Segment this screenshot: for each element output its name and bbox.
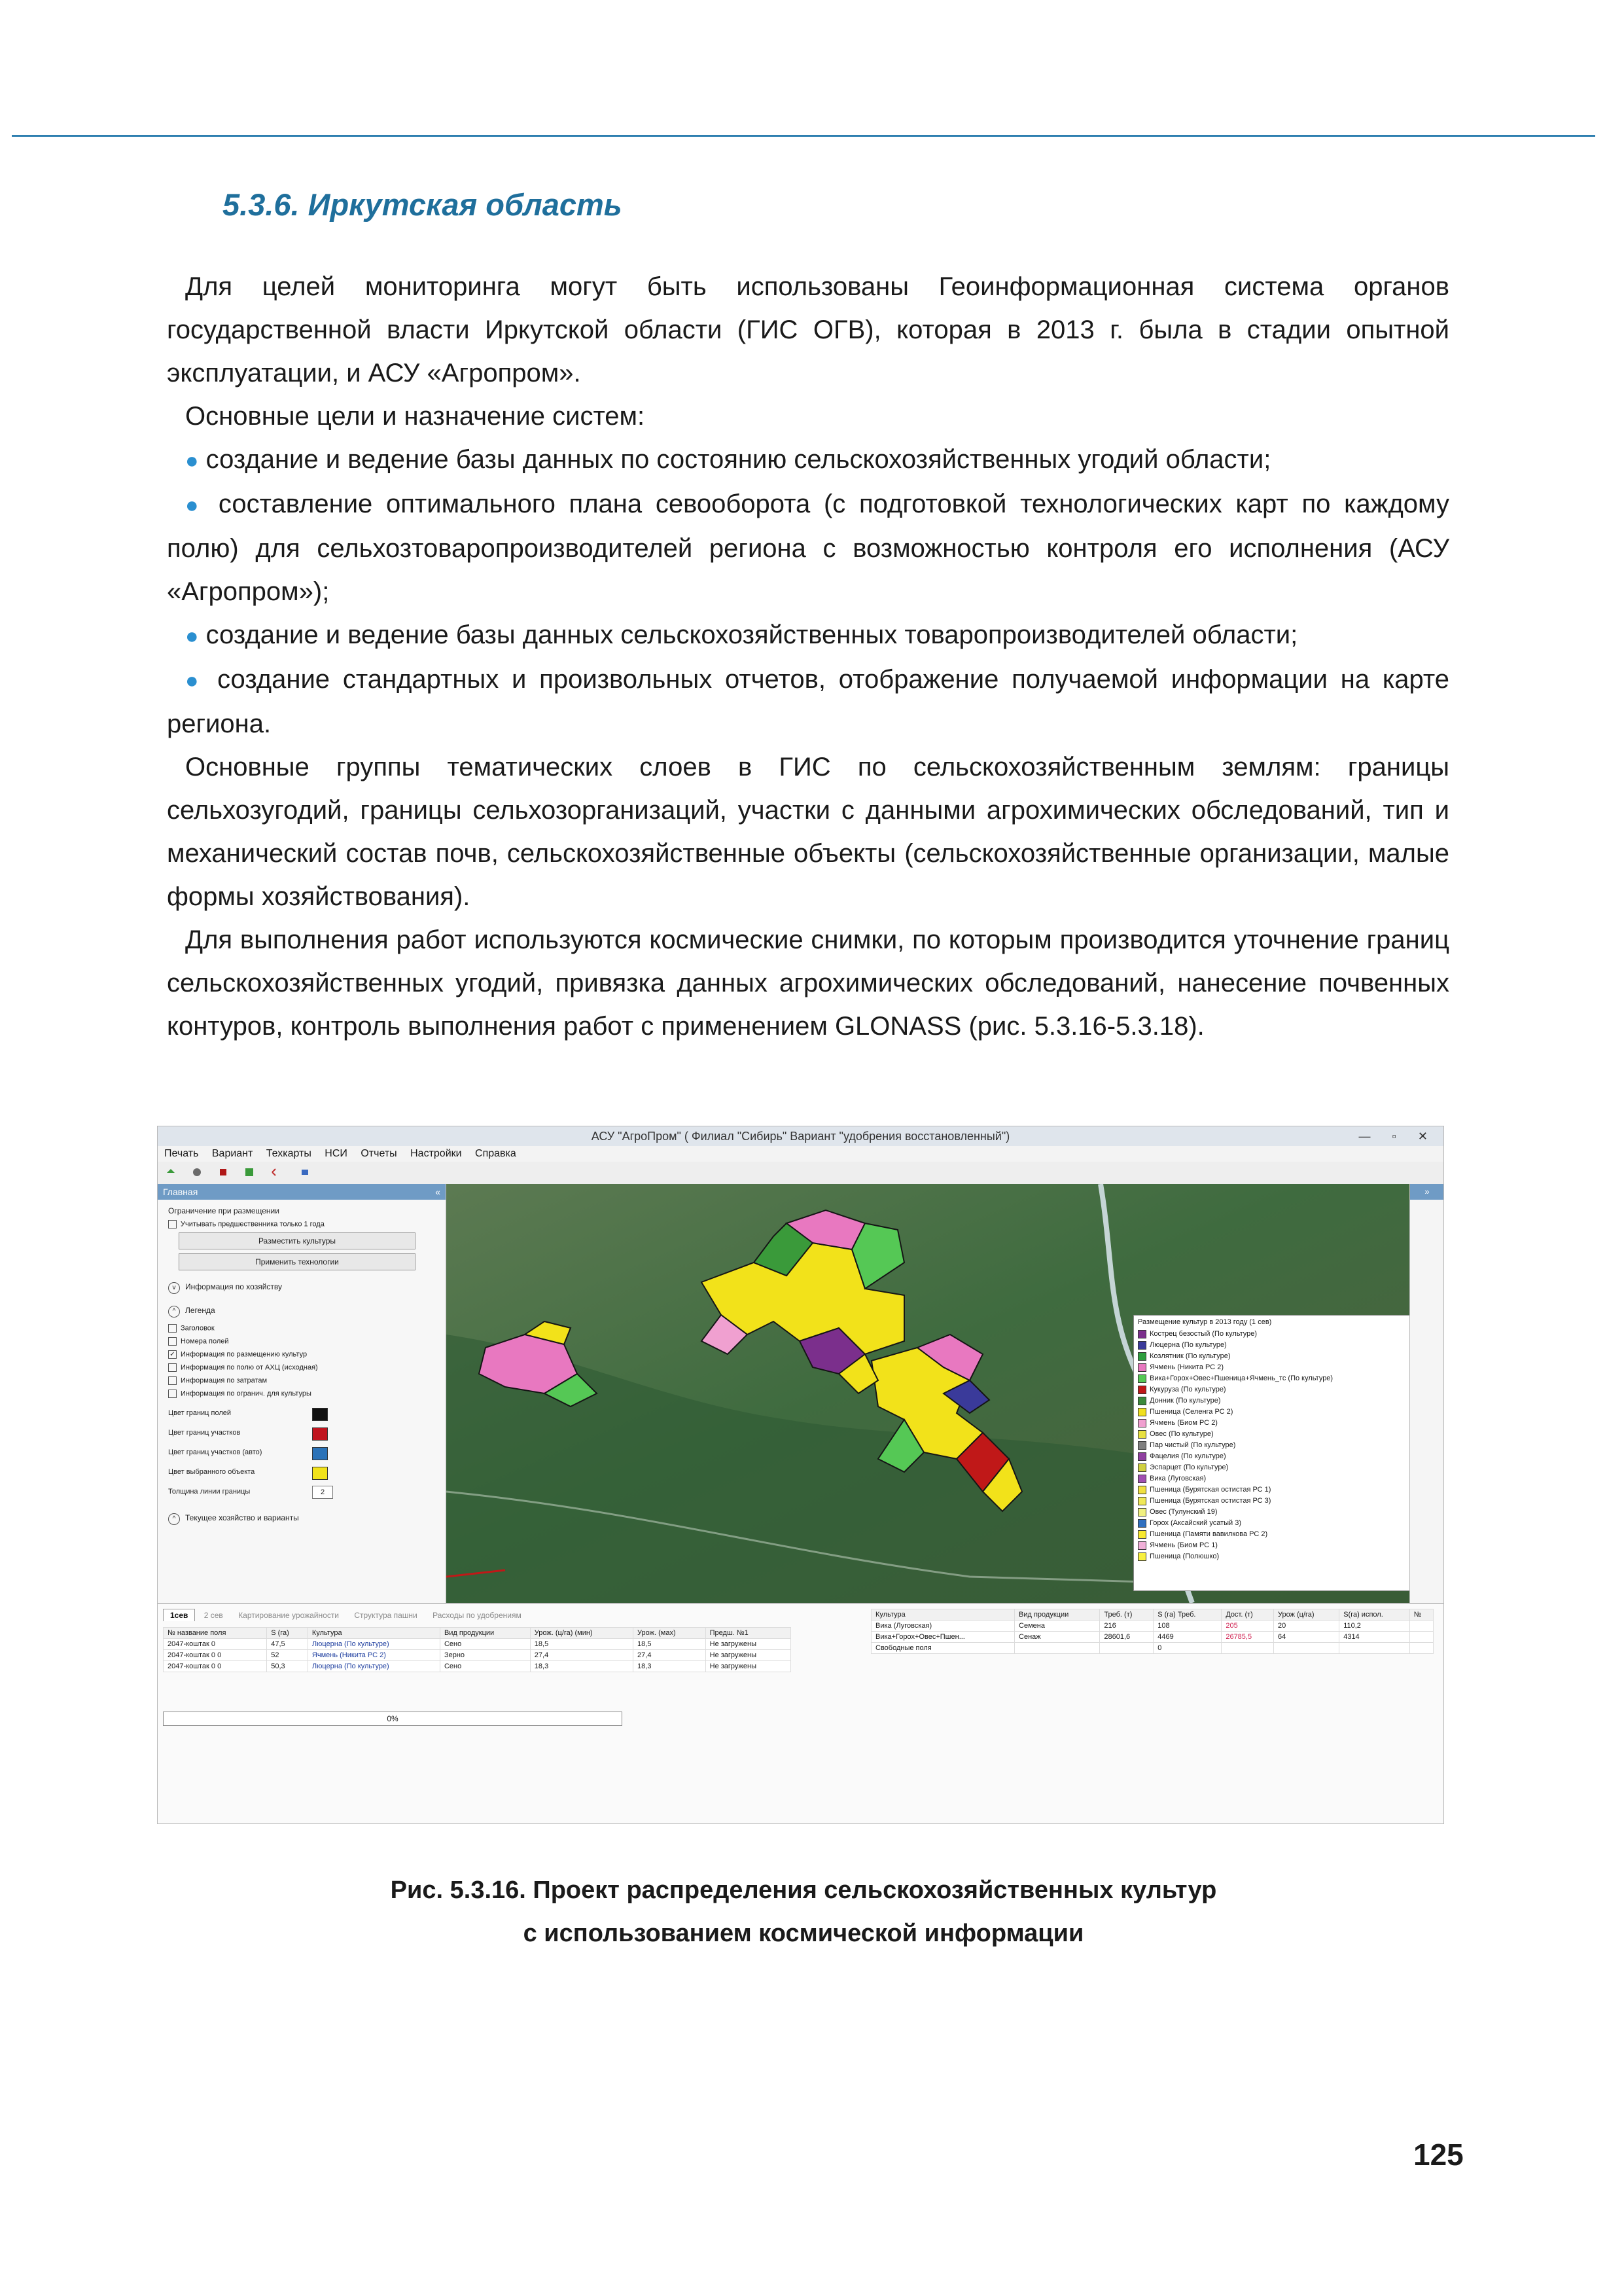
legend-swatch (1138, 1486, 1146, 1494)
menu-techcards[interactable]: Техкарты (266, 1148, 311, 1159)
bottom-tabs (163, 1609, 528, 1621)
legend-swatch (1138, 1352, 1146, 1361)
legend-item (1134, 1362, 1409, 1373)
legend-swatch (1138, 1541, 1146, 1550)
legend-swatch (1138, 1508, 1146, 1516)
caption-line-2: с использованием космической информации (523, 1920, 1084, 1947)
column-header[interactable]: S (га) Треб. (1154, 1609, 1222, 1621)
menu-nsi[interactable]: НСИ (325, 1148, 347, 1159)
legend-item (1134, 1440, 1409, 1451)
legend-checkbox[interactable]: ✓ Информация по размещению культур (168, 1350, 435, 1359)
legend-item (1134, 1329, 1409, 1340)
tab-1sev[interactable]: 1сев (163, 1609, 195, 1621)
legend-swatch (1138, 1330, 1146, 1338)
caption-line-1: Рис. 5.3.16. Проект распределения сельскохозяйственных культур (390, 1876, 1217, 1904)
legend-item (1134, 1451, 1409, 1462)
column-header[interactable]: Дост. (т) (1222, 1609, 1274, 1621)
legend-swatch (1138, 1530, 1146, 1539)
line-width-row: Толщина линии границы 2 (168, 1482, 435, 1501)
legend-swatch (1138, 1374, 1146, 1383)
legend-label: Кострец безостый (По культуре) (1150, 1330, 1258, 1338)
legend-label: Пар чистый (По культуре) (1150, 1441, 1236, 1449)
column-header[interactable]: Вид продукции (1015, 1609, 1100, 1621)
column-header[interactable]: S(га) испол. (1339, 1609, 1410, 1621)
legend-label: Пшеница (Бурятская остистая РС 1) (1150, 1486, 1271, 1494)
left-panel-header (158, 1184, 446, 1200)
layers-icon[interactable] (300, 1167, 311, 1177)
green-arrow-icon[interactable] (166, 1167, 176, 1177)
tab-yield-mapping[interactable]: Картирование урожайности (238, 1611, 340, 1620)
legend-item (1134, 1395, 1409, 1407)
column-header[interactable]: Треб. (т) (1100, 1609, 1154, 1621)
table-row[interactable]: Вика+Горох+Овес+Пшен... Сенаж 28601,6 4469 26785,5 64 4314 (872, 1632, 1434, 1643)
chevron-up-icon: ^ (168, 1513, 180, 1525)
current-farm-section[interactable]: ^ Текущее хозяйство и варианты (168, 1513, 435, 1525)
expand-icon[interactable]: » (1410, 1184, 1444, 1200)
window-titlebar (158, 1126, 1443, 1146)
legend-swatch (1138, 1386, 1146, 1394)
legend-label: Овес (По культуре) (1150, 1430, 1214, 1438)
bullet-icon: ● (185, 448, 199, 473)
legend-label: Вика+Горох+Овес+Пшеница+Ячмень_тс (По культуре) (1150, 1374, 1333, 1382)
apply-tech-button[interactable]: Применить технологии (179, 1253, 415, 1270)
table-row[interactable]: Свободные поля 0 (872, 1643, 1434, 1654)
map-legend (1133, 1315, 1409, 1591)
legend-item (1134, 1373, 1409, 1384)
legend-swatch (1138, 1497, 1146, 1505)
legend-item (1134, 1429, 1409, 1440)
body-text (167, 265, 1449, 1048)
legend-label: Донник (По культуре) (1150, 1397, 1221, 1405)
window-controls[interactable]: — ▫ ✕ (1358, 1130, 1437, 1143)
fields-table (163, 1627, 791, 1672)
legend-section[interactable]: ^ Легенда (168, 1306, 435, 1318)
color-row-plots: Цвет границ участков (168, 1423, 435, 1443)
bullet-item-2: ● составление оптимального плана севооборота (с подготовкой технологических карт по каждому полю) для сельхозтоваропроизводителей региона с возможностью контроля его исполнения (АСУ «Агропром»); (167, 490, 1449, 606)
legend-swatch (1138, 1430, 1146, 1439)
header-rule (12, 135, 1595, 137)
progress-bar: 0% (163, 1712, 622, 1726)
menu-variant[interactable]: Вариант (211, 1148, 253, 1159)
column-header[interactable]: № (1409, 1609, 1433, 1621)
column-header[interactable]: Урож. (мах) (633, 1628, 706, 1639)
legend-swatch (1138, 1519, 1146, 1528)
legend-item (1134, 1484, 1409, 1496)
bullet-icon: ● (185, 668, 205, 693)
color-row-selected: Цвет выбранного объекта (168, 1462, 435, 1482)
legend-swatch (1138, 1475, 1146, 1483)
legend-item (1134, 1518, 1409, 1529)
color-swatch[interactable] (312, 1447, 328, 1460)
legend-label: Пшеница (Бурятская остистая РС 3) (1150, 1497, 1271, 1505)
menu-bar (158, 1146, 1443, 1162)
legend-item (1134, 1384, 1409, 1395)
paragraph-3: Основные группы тематических слоев в ГИС по сельскохозяйственным землям: границы сельхозугодий, границы сельхозорганизаций, участки с данными агрохимических обследований, тип и механический состав почв, сельскохозяйственные объекты (сельскохозяйственные организации, малые формы хозяйствования). (167, 753, 1449, 911)
right-panel-strip[interactable] (1409, 1184, 1444, 1603)
column-header[interactable]: Культура (872, 1609, 1015, 1621)
paragraph-4: Для выполнения работ используются космические снимки, по которым производится уточнение границ сельскохозяйственных угодий, привязка данных агрохимических обследований, нанесение почвенных контуров, контроль выполнения работ с применением GLONASS (рис. 5.3.16-5.3.18). (167, 925, 1449, 1041)
legend-item (1134, 1351, 1409, 1362)
column-header[interactable]: S (га) (267, 1628, 308, 1639)
legend-label: Люцерна (По культуре) (1150, 1341, 1227, 1349)
legend-label: Пшеница (Селенга РС 2) (1150, 1408, 1233, 1416)
tab-2sev[interactable]: 2 сев (203, 1611, 223, 1620)
legend-swatch (1138, 1463, 1146, 1472)
paragraph-1: Для целей мониторинга могут быть использованы Геоинформационная система органов государственной власти Иркутской области (ГИС ОГВ), которая в 2013 г. была в стадии опытной эксплуатации, и АСУ «Агропром». (167, 272, 1449, 387)
legend-label: Кукуруза (По культуре) (1150, 1386, 1226, 1393)
figure-caption (0, 1869, 1607, 1955)
legend-swatch (1138, 1397, 1146, 1405)
legend-label: Овес (Тулунский 19) (1150, 1508, 1218, 1516)
legend-item (1134, 1473, 1409, 1484)
legend-label: Ячмень (Биом РС 1) (1150, 1541, 1218, 1549)
paragraph-2: Основные цели и назначение систем: (185, 402, 645, 431)
table-row[interactable]: 2047-коштак 0 0 50,3 Люцерна (По культуре) Сено 18,3 18,3 Не загружены (164, 1661, 791, 1672)
color-swatch[interactable] (312, 1427, 328, 1441)
bullet-icon: ● (185, 624, 199, 649)
farm-info-section[interactable]: v Информация по хозяйству (168, 1282, 435, 1294)
column-header[interactable]: № название поля (164, 1628, 267, 1639)
bullet-icon: ● (185, 493, 205, 518)
window-title: АСУ "АгроПром" ( Филиал "Сибирь" Вариант "удобрения восстановленный") (591, 1130, 1010, 1143)
legend-label: Ячмень (Никита РС 2) (1150, 1363, 1224, 1371)
table-icon[interactable] (244, 1167, 255, 1177)
legend-swatch (1138, 1419, 1146, 1427)
screenshot-figure (157, 1126, 1444, 1824)
legend-label: Эспарцет (По культуре) (1150, 1463, 1229, 1471)
column-header[interactable]: Урож (ц/га) (1273, 1609, 1339, 1621)
legend-label: Ячмень (Биом РС 2) (1150, 1419, 1218, 1427)
legend-checkbox[interactable]: Информация по полю от АХЦ (исходная) (168, 1363, 435, 1372)
table-row[interactable]: 2047-коштак 0 0 52 Ячмень (Никита РС 2) Зерно 27,4 27,4 Не загружены (164, 1650, 791, 1661)
record-icon[interactable] (218, 1167, 228, 1177)
undo-icon[interactable] (270, 1167, 281, 1177)
legend-swatch (1138, 1341, 1146, 1350)
left-panel (158, 1184, 446, 1603)
legend-checkbox[interactable]: Номера полей (168, 1337, 435, 1346)
legend-checkbox[interactable]: Информация по затратам (168, 1376, 435, 1385)
table-row[interactable]: 2047-коштак 0 47,5 Люцерна (По культуре) Сено 18,5 18,5 Не загружены (164, 1639, 791, 1650)
place-crops-button[interactable]: Разместить культуры (179, 1232, 415, 1249)
menu-print[interactable]: Печать (164, 1148, 199, 1159)
menu-help[interactable]: Справка (475, 1148, 516, 1159)
line-width-stepper[interactable]: 2 (312, 1486, 333, 1499)
restriction-group-label: Ограничение при размещении (168, 1206, 279, 1215)
legend-swatch (1138, 1408, 1146, 1416)
legend-label: Горох (Аксайский усатый 3) (1150, 1519, 1242, 1527)
color-row-fields: Цвет границ полей (168, 1403, 435, 1423)
table-row[interactable]: Вика (Луговская) Семена 216 108 205 20 110,2 (872, 1621, 1434, 1632)
legend-checkbox[interactable]: Информация по огранич. для культуры (168, 1390, 435, 1398)
legend-item (1134, 1529, 1409, 1540)
crops-summary-table (871, 1609, 1434, 1654)
bullet-item-3: ● создание и ведение базы данных сельскохозяйственных товаропроизводителей области; (185, 620, 1298, 649)
bullet-item-4: ● создание стандартных и произвольных отчетов, отображение получаемой информации на карте региона. (167, 665, 1449, 738)
left-panel-title: Главная (163, 1187, 198, 1197)
satellite-map[interactable] (446, 1184, 1409, 1603)
tab-fertilizer-costs[interactable]: Расходы по удобрениям (433, 1611, 521, 1620)
legend-item (1134, 1340, 1409, 1351)
color-swatch[interactable] (312, 1467, 328, 1480)
color-swatch[interactable] (312, 1408, 328, 1421)
legend-label: Козлятник (По культуре) (1150, 1352, 1231, 1360)
collapse-icon[interactable]: « (435, 1187, 440, 1197)
legend-label: Вика (Луговская) (1150, 1475, 1207, 1482)
section-heading: 5.3.6. Иркутская область (222, 187, 622, 222)
menu-settings[interactable]: Настройки (410, 1148, 462, 1159)
legend-item (1134, 1496, 1409, 1507)
legend-item (1134, 1507, 1409, 1518)
toolbar (158, 1162, 1443, 1185)
column-header[interactable]: Предш. №1 (705, 1628, 790, 1639)
column-header[interactable]: Культура (308, 1628, 440, 1639)
legend-item (1134, 1418, 1409, 1429)
bullet-item-1: ● создание и ведение базы данных по состоянию сельскохозяйственных угодий области; (185, 445, 1271, 474)
legend-label: Пшеница (Полюшко) (1150, 1552, 1220, 1560)
chevron-down-icon: v (168, 1282, 180, 1294)
legend-swatch (1138, 1363, 1146, 1372)
tab-arable-structure[interactable]: Структура пашни (354, 1611, 417, 1620)
legend-swatch (1138, 1452, 1146, 1461)
column-header[interactable]: Вид продукции (440, 1628, 530, 1639)
legend-label: Пшеница (Памяти вавилкова РС 2) (1150, 1530, 1268, 1538)
bottom-panel (158, 1603, 1443, 1824)
tools-icon[interactable] (192, 1167, 202, 1177)
color-row-plots-auto: Цвет границ участков (авто) (168, 1443, 435, 1462)
legend-item (1134, 1462, 1409, 1473)
page-number: 125 (1413, 2138, 1464, 2172)
legend-checkbox[interactable]: Заголовок (168, 1324, 435, 1333)
column-header[interactable]: Урож. (ц/га) (мин) (530, 1628, 633, 1639)
menu-reports[interactable]: Отчеты (361, 1148, 397, 1159)
legend-label: Фацелия (По культуре) (1150, 1452, 1226, 1460)
legend-swatch (1138, 1441, 1146, 1450)
legend-item (1134, 1540, 1409, 1551)
legend-swatch (1138, 1552, 1146, 1561)
legend-item (1134, 1551, 1409, 1562)
legend-item (1134, 1407, 1409, 1418)
legend-title: Размещение культур в 2013 году (1 сев) (1138, 1318, 1272, 1326)
prev-crop-checkbox[interactable]: Учитывать предшественника только 1 года (168, 1220, 435, 1229)
chevron-up-icon: ^ (168, 1306, 180, 1318)
